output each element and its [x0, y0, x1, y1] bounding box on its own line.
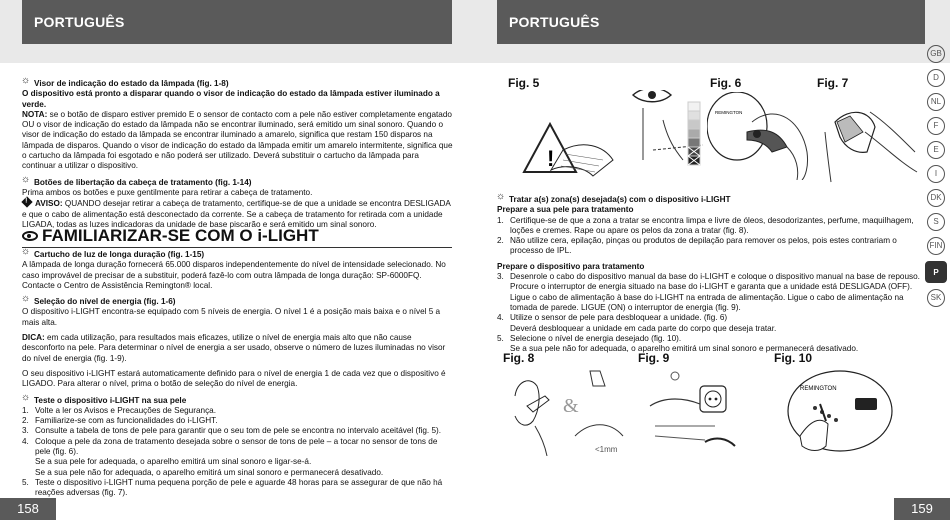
lamp-indicator-section: [22, 78, 454, 230]
page-header-title: PORTUGUÊS: [497, 0, 925, 44]
list-item: 5. Teste o dispositivo i-LIGHT numa pequena porção de pele e aguarde 48 horas para se assegurar de que não há reações adversas (fig. 7).: [22, 477, 443, 498]
sun-icon: [22, 297, 30, 305]
tip-body: em cada utilização, para resultados mais eficazes, utilize o nível de energia mais alto que não cause desconforto na pele. Para determinar o nível de energia a ser usado, observe o número de luzes iluminadas no visor do nível de energia (fig. 1-9).: [22, 333, 446, 363]
lang-tab-s[interactable]: S: [927, 213, 945, 231]
list-item: 4. Utilize o sensor de pele para desbloquear a unidade. (fig. 6) Deverá desbloquear a unidade em cada parte do corpo que deseja tratar.: [497, 313, 777, 333]
right-page: [475, 0, 950, 520]
tip-label: DICA:: [22, 333, 45, 343]
section-title: [22, 226, 452, 248]
ampersand-glyph: &: [563, 395, 579, 417]
list-item: 3. Desenrole o cabo do dispositivo manual da base do i-LIGHT e coloque o dispositivo manual na base de repouso. Procure o interruptor de energia situado na base do i-LIGHT e garanta que a unidade está DESLIGADA (OFF). Ligue o cabo de alimentação à base do i-LIGHT na entrada de alimentação. Ligue o cabo de alimentação na tomada de parede. LIGUE (ON) o interruptor de energia (fig. 9).: [497, 272, 920, 312]
depth-label: <1mm: [595, 445, 618, 454]
release-buttons-body: Prima ambos os botões e puxe gentilmente para retirar a cabeça de tratamento.: [22, 187, 313, 197]
lang-tab-gb[interactable]: GB: [927, 45, 945, 63]
fig8-label: Fig. 8: [503, 351, 535, 365]
brand-label: REMINGTON: [715, 110, 743, 115]
list-item: 1. Volte a ler os Avisos e Precauções de Segurança.: [22, 405, 216, 415]
warning-diamond-icon: [21, 197, 32, 208]
fig10-label: Fig. 10: [774, 351, 813, 365]
lang-tab-sk[interactable]: SK: [927, 289, 945, 307]
page-number: 158: [0, 498, 56, 520]
release-buttons-title: Botões de libertação da cabeça de tratamento (fig. 1-14): [34, 177, 252, 187]
lang-tab-p-active[interactable]: P: [925, 261, 947, 283]
skin-test-steps: [22, 406, 454, 499]
fig5-label: Fig. 5: [508, 76, 540, 90]
note-body: se o botão de disparo estiver premido E o sensor de contacto com a pele não estiver completamente engatado OU o visor de indicação do estado da lâmpada não se encontrar iluminado, será emitido um sinal sonoro. Quando o visor de indicação do estado da lâmpada se encontrar iluminado a amarelo, significa que restam 150 disparos na lâmpada de disparos. Quando o visor de indicação do estado da lâmpada emitir um amarelo intermitente, significa que o cartucho da lâmpada foi esgotado e não poderá ser utilizado. Deverá substituir o cartucho da lâmpada para continuar a utilizar o dispositivo.: [22, 109, 453, 171]
fig7-label: Fig. 7: [817, 76, 849, 90]
cartridge-title: Cartucho de luz de longa duração (fig. 1-15): [34, 250, 205, 259]
list-item: 3. Consulte a tabela de tons de pele para garantir que o seu tom de pele se encontra no intervalo aceitável (fig. 5).: [22, 426, 441, 436]
eye-icon: [22, 231, 38, 241]
fig9-illustration: [645, 366, 755, 456]
fig9-label: Fig. 9: [638, 351, 670, 365]
list-item: 4. Coloque a pele da zona de tratamento desejada sobre o sensor de tons de pele – a tocar no sensor de tons de pele (fig. 6). Se a sua pele for adequada, o aparelho emitirá um sinal sonoro e ligar-se-á. Se a sua pele não for adequada, o aparelho emitirá um sinal sonoro e permanecerá desativado.: [22, 436, 438, 477]
lang-tab-dk[interactable]: DK: [927, 189, 945, 207]
device-prep-steps: [497, 272, 925, 354]
fig7-illustration: [815, 92, 920, 184]
skin-test-title: Teste o dispositivo i-LIGHT na sua pele: [34, 395, 187, 405]
lang-tab-nl[interactable]: NL: [927, 93, 945, 111]
treat-title: Tratar a(s) zona(s) desejada(s) com o dispositivo i-LIGHT: [509, 195, 731, 204]
sun-icon: [22, 396, 30, 404]
language-tabs: [925, 45, 947, 313]
lang-tab-fin[interactable]: FIN: [927, 237, 945, 255]
sun-icon: [22, 79, 30, 87]
energy-title: Seleção do nível de energia (fig. 1-6): [34, 297, 176, 307]
cartridge-body: A lâmpada de longa duração fornecerá 65.000 disparos independentemente do nível de intensidade selecionado. No caso improvável de precisar de a substituir, poderá fazê-lo com outra lâmpada de longa duração: SP-6000FQ. Contacte o Centro de Assistência Remington® local.: [22, 260, 446, 290]
lang-tab-f[interactable]: F: [927, 117, 945, 135]
treatment-section: [497, 194, 925, 354]
section-title-text: FAMILIARIZAR-SE COM O i-LIGHT: [42, 226, 319, 245]
fig10-illustration: [780, 366, 895, 458]
sun-icon: [22, 178, 30, 186]
brand-label: REMINGTON: [800, 386, 837, 392]
lamp-indicator-lead: O dispositivo está pronto a disparar quando o visor de indicação do estado da lâmpada estiver iluminado a verde.: [22, 89, 440, 109]
note-label: NOTA:: [22, 109, 48, 119]
energy-body: O dispositivo i-LIGHT encontra-se equipado com 5 níveis de energia. O nível 1 é a posição mais baixa e o nível 5 a mais alta.: [22, 307, 441, 327]
lamp-indicator-title: Visor de indicação do estado da lâmpada (fig. 1-8): [34, 79, 229, 88]
warning-body: QUANDO desejar retirar a cabeça de tratamento, certifique-se de que a unidade se encontra DESLIGADA e que o cabo de alimentação está desconectado da corrente. Se a cabeça de tratamento for retirada com a unidade LIGADA, todas as luzes indicadoras da unidade de base piscarão e será emitido um sinal sonoro.: [22, 199, 451, 229]
prep-device-heading: Prepare o dispositivo para tratamento: [497, 261, 645, 271]
lang-tab-e[interactable]: E: [927, 141, 945, 159]
lang-tab-i[interactable]: I: [927, 165, 945, 183]
sun-icon: [22, 250, 30, 258]
fig8-illustration: [505, 366, 630, 456]
fig5-illustration: [503, 90, 709, 180]
lang-tab-d[interactable]: D: [927, 69, 945, 87]
energy-auto: O seu dispositivo i-LIGHT estará automaticamente definido para o nível de energia 1 de cada vez que o dispositivo é LIGADO. Para alterar o nível, prima o botão de seleção do nível de energia.: [22, 368, 446, 389]
list-item: 2. Não utilize cera, epilação, pinças ou produtos de depilação para remover os pelos, pois estes contrariam o processo de IPL.: [497, 236, 897, 256]
prep-skin-heading: Prepare a sua pele para tratamento: [497, 205, 634, 215]
list-item: 2. Familiarize-se com as funcionalidades do i-LIGHT.: [22, 416, 218, 426]
page-number: 159: [894, 498, 950, 520]
list-item: 5. Selecione o nível de energia desejado (fig. 10). Se a sua pele não for adequada, o aparelho emitirá um sinal sonoro e permanecerá desativado.: [497, 333, 859, 354]
sun-icon: [497, 195, 505, 203]
list-item: 1. Certifique-se de que a zona a tratar se encontra limpa e livre de óleos, desodorizantes, perfume, maquilhagem, loções e cremes. Rape ou apare os pelos da zona a tratar (fig. 8).: [497, 215, 914, 235]
exclamation-glyph: !: [547, 146, 555, 171]
familiarize-section: [22, 249, 454, 499]
page-header-title: PORTUGUÊS: [22, 0, 452, 44]
fig6-label: Fig. 6: [710, 76, 742, 90]
warning-label: AVISO:: [35, 199, 63, 209]
skin-prep-steps: [497, 216, 925, 257]
fig6-illustration: [707, 92, 817, 180]
